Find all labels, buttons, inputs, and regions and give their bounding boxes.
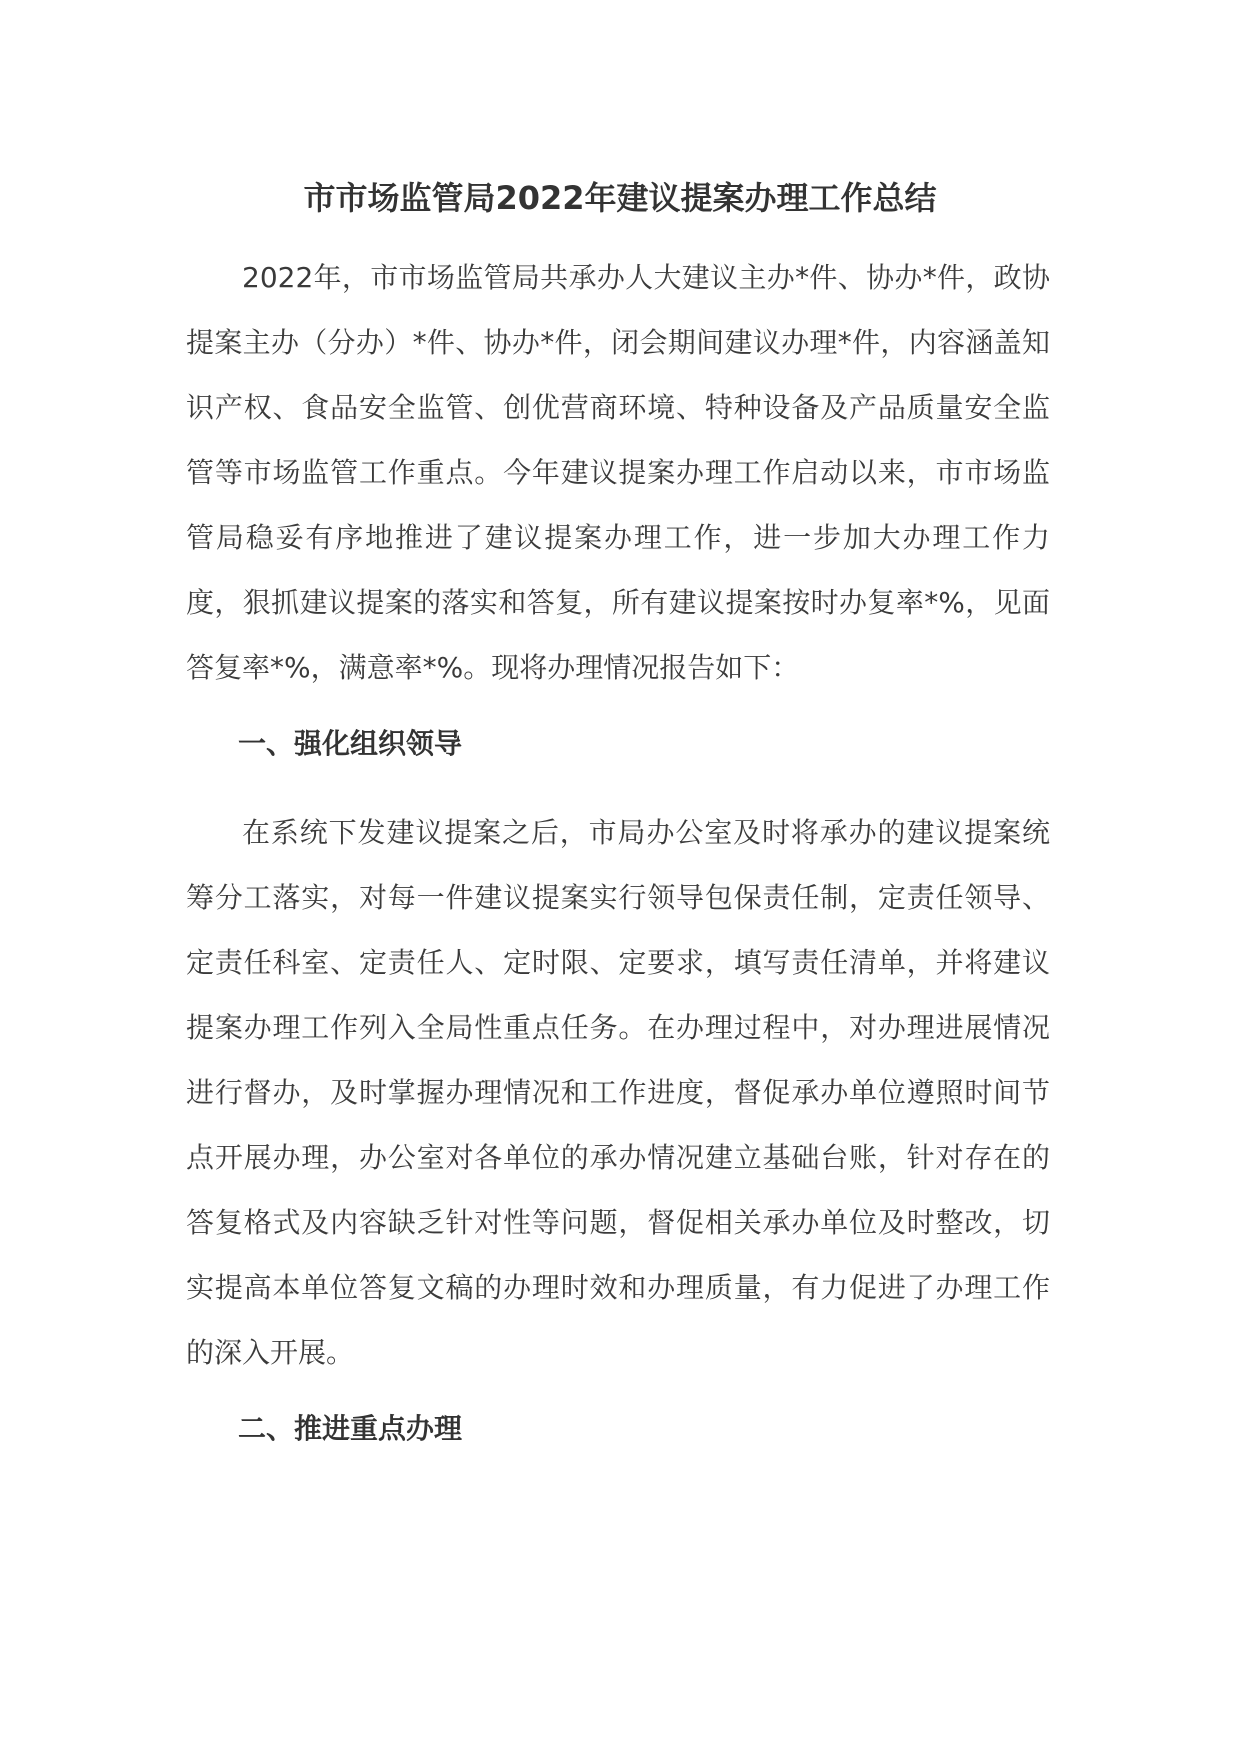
paragraph-organization: 在系统下发建议提案之后，市局办公室及时将承办的建议提案统筹分工落实，对每一件建议提案实行领导包保责任制，定责任领导、定责任科室、定责任人、定时限、定要求，填写责任清单，并将建议提案办理工作列入全局性重点任务。在办理过程中，对办理进展情况进行督办，及时掌握办理情况和工作进度，督促承办单位遵照时间节点开展办理，办公室对各单位的承办情况建立基础台账，针对存在的答复格式及内容缺乏针对性等问题，督促相关承办单位及时整改，切实提高本单位答复文稿的办理时效和办理质量，有力促进了办理工作的深入开展。: [186, 816, 1050, 1369]
section-heading-2: 二、推进重点办理: [238, 1412, 463, 1445]
section-heading-1: 一、强化组织领导: [238, 727, 463, 760]
paragraph-intro: 2022年，市市场监管局共承办人大建议主办*件、协办*件，政协提案主办（分办）*件、协办*件，闭会期间建议办理*件，内容涵盖知识产权、食品安全监管、创优营商环境、特种设备及产品质量安全监管等市场监管工作重点。今年建议提案办理工作启动以来，市市场监管局稳妥有序地推进了建议提案办理工作，进一步加大办理工作力度，狠抓建议提案的落实和答复，所有建议提案按时办复率*%，见面答复率*%，满意率*%。现将办理情况报告如下：: [186, 261, 1050, 684]
document-title: 市市场监管局2022年建议提案办理工作总结: [303, 179, 937, 217]
